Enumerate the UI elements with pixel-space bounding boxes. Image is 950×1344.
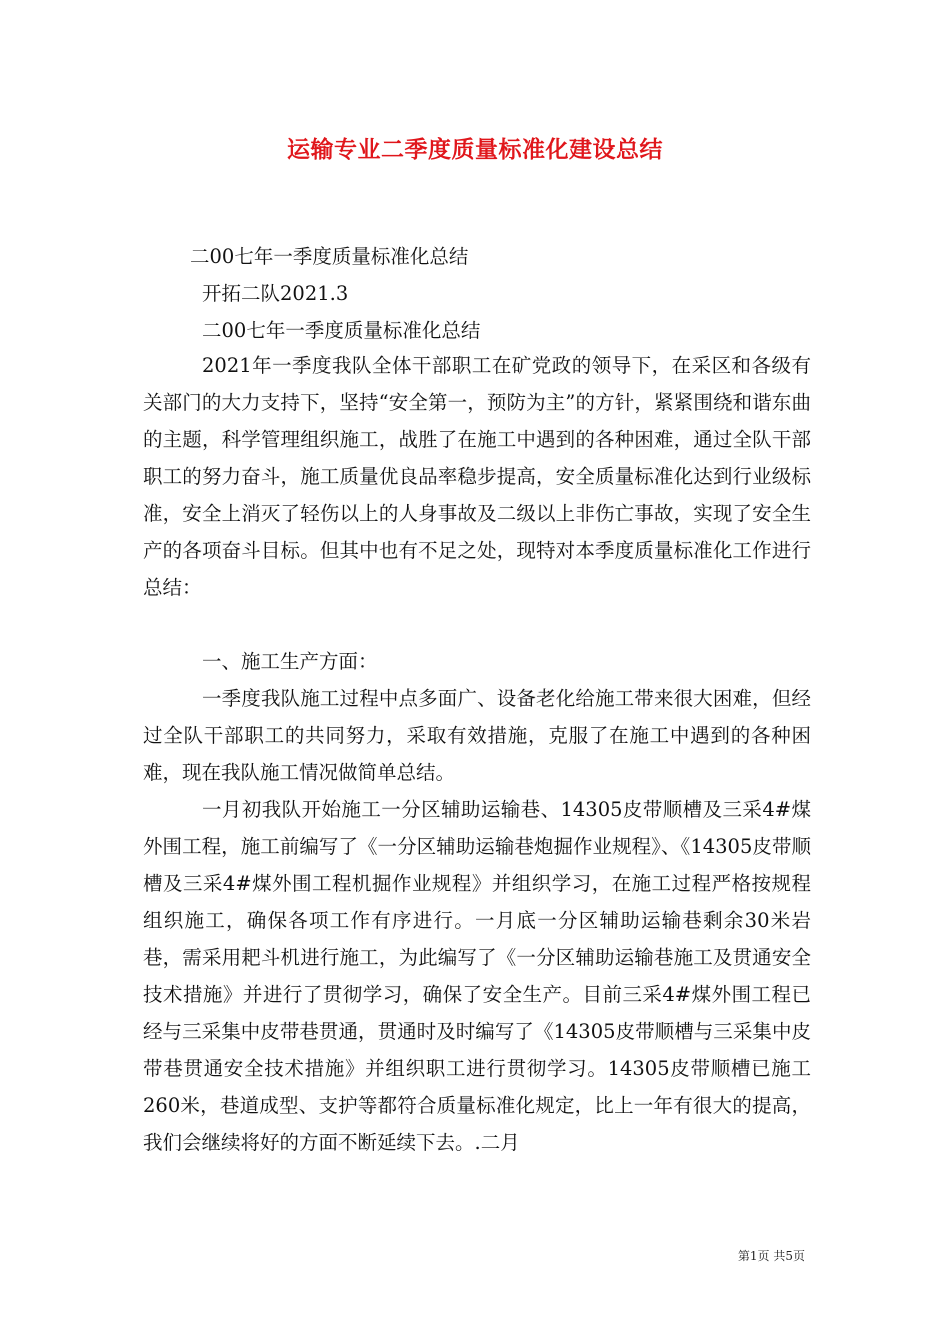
header-line-team-date: 开拓二队2021.3 bbox=[202, 282, 349, 305]
paragraph-construction-details: 一月初我队开始施工一分区辅助运输巷、14305皮带顺槽及三采4#煤外围工程，施工前编写了《一分区辅助运输巷炮掘作业规程》、《14305皮带顺槽及三采4#煤外围工程机掘作业规程》并组织学习，在施工过程严格按规程组织施工，确保各项工作有序进行。一月底一分区辅助运输巷剩余30米岩巷，需采用耙斗机进行施工，为此编写了《一分区辅助运输巷施工及贯通安全技术措施》并进行了贯彻学习，确保了安全生产。目前三采4#煤外围工程已经与三采集中皮带巷贯通，贯通时及时编写了《14305皮带顺槽与三采集中皮带巷贯通安全技术措施》并组织职工进行贯彻学习。14305皮带顺槽已施工260米，巷道成型、支护等都符合质量标准化规定，比上一年有很大的提高，我们会继续将好的方面不断延续下去。.二月 bbox=[143, 798, 811, 1154]
paragraph-intro: 2021年一季度我队全体干部职工在矿党政的领导下，在采区和各级有关部门的大力支持下，坚持“安全第一，预防为主”的方针，紧紧围绕和谐东曲的主题，科学管理组织施工，战胜了在施工中遇到的各种困难，通过全队干部职工的努力奋斗，施工质量优良品率稳步提高，安全质量标准化达到行业级标准，安全上消灭了轻伤以上的人身事故及二级以上非伤亡事故，实现了安全生产的各项奋斗目标。但其中也有不足之处，现特对本季度质量标准化工作进行总结： bbox=[143, 354, 811, 599]
paragraph-overview: 一季度我队施工过程中点多面广、设备老化给施工带来很大困难，但经过全队干部职工的共同努力，采取有效措施，克服了在施工中遇到的各种困难，现在我队施工情况做简单总结。 bbox=[143, 687, 811, 784]
header-line-summary: 二00七年一季度质量标准化总结 bbox=[190, 245, 469, 268]
paragraph-section-heading: 一、施工生产方面： bbox=[202, 650, 378, 673]
document-title: 运输专业二季度质量标准化建设总结 bbox=[287, 136, 663, 163]
page-number: 第1页 共5页 bbox=[737, 1249, 805, 1263]
header-line-summary-repeat: 二00七年一季度质量标准化总结 bbox=[202, 319, 481, 342]
